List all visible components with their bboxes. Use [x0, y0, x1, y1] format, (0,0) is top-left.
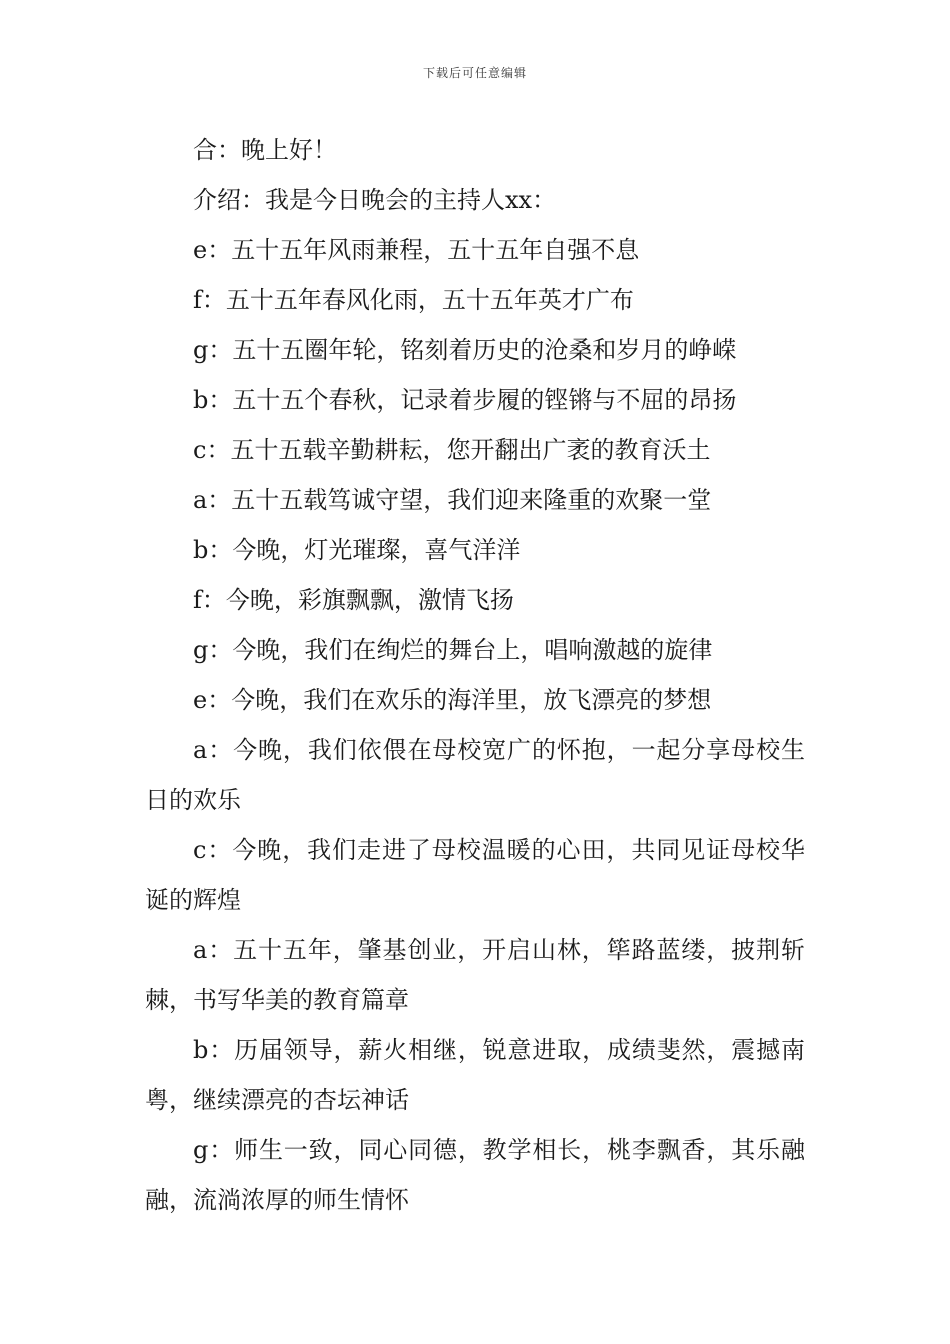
paragraph: a：五十五年，肇基创业，开启山林，筚路蓝缕，披荆斩棘，书写华美的教育篇章 [145, 936, 805, 1014]
paragraph: b：五十五个春秋，记录着步履的铿锵与不屈的昂扬 [193, 386, 737, 414]
paragraph: f：五十五年春风化雨，五十五年英才广布 [193, 286, 634, 314]
paragraph: g：今晚，我们在绚烂的舞台上，唱响激越的旋律 [193, 636, 713, 664]
paragraph: e：五十五年风雨兼程，五十五年自强不息 [193, 236, 640, 264]
paragraph: a：今晚，我们依偎在母校宽广的怀抱，一起分享母校生日的欢乐 [145, 736, 805, 814]
paragraph: c：五十五载辛勤耕耘，您开翻出广袤的教育沃土 [193, 436, 711, 464]
paragraph: 介绍：我是今日晚会的主持人xx： [193, 186, 557, 214]
paragraph: c：今晚，我们走进了母校温暖的心田，共同见证母校华诞的辉煌 [145, 836, 805, 914]
paragraph: a：五十五载笃诚守望，我们迎来隆重的欢聚一堂 [193, 486, 712, 514]
document-body [145, 125, 805, 1225]
paragraph: b：今晚，灯光璀璨，喜气洋洋 [193, 536, 521, 564]
paragraph: 合：晚上好！ [193, 136, 337, 164]
paragraph: b：历届领导，薪火相继，锐意进取，成绩斐然，震撼南粤，继续漂亮的杏坛神话 [145, 1036, 805, 1114]
paragraph: e：今晚，我们在欢乐的海洋里，放飞漂亮的梦想 [193, 686, 712, 714]
paragraph: f：今晚，彩旗飘飘，激情飞扬 [193, 586, 514, 614]
paragraph: g：五十五圈年轮，铭刻着历史的沧桑和岁月的峥嵘 [193, 336, 737, 364]
page-header: 下载后可任意编辑 [422, 66, 527, 80]
paragraph: g：师生一致，同心同德，教学相长，桃李飘香，其乐融融，流淌浓厚的师生情怀 [145, 1136, 805, 1214]
